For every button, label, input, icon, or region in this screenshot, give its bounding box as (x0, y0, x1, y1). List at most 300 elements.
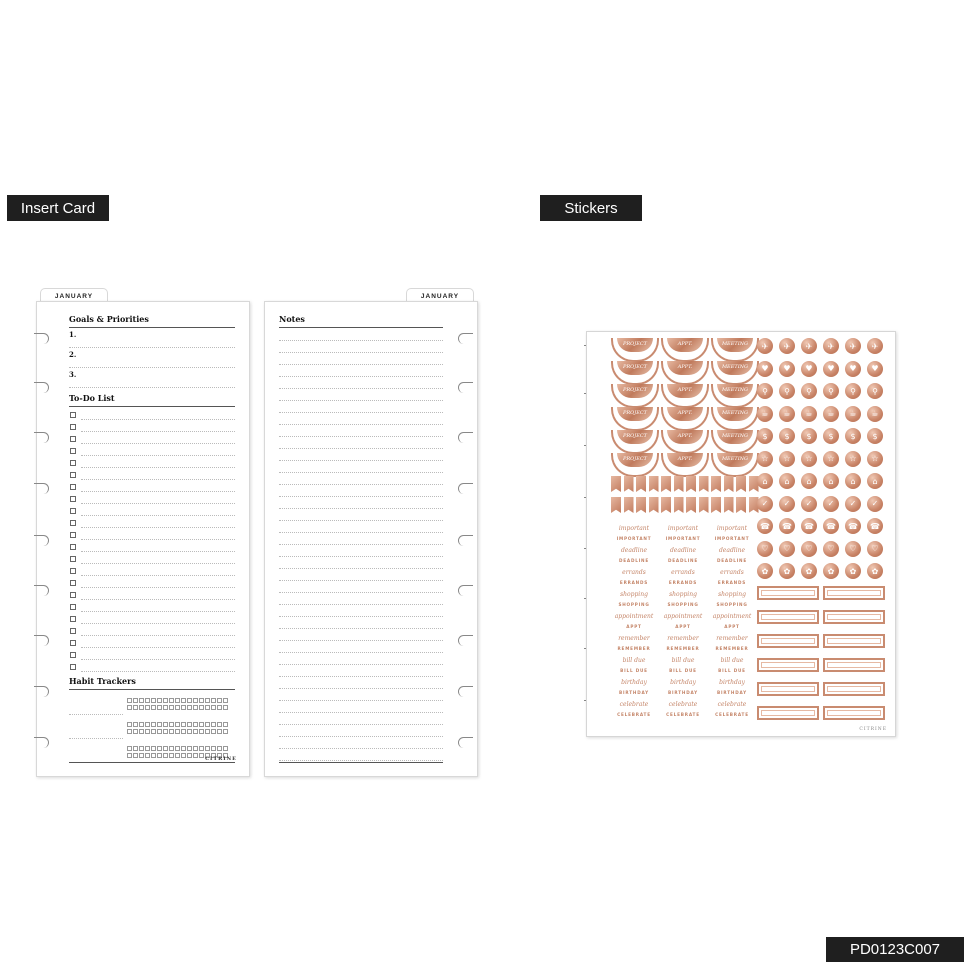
icon-sticker: ✓ (823, 496, 839, 512)
icon-sticker: ✈ (867, 338, 883, 354)
word-sticker-script: celebrate (619, 701, 649, 708)
notes-line (279, 616, 443, 617)
arc-sticker (711, 407, 759, 431)
disc-notch-right (458, 333, 473, 344)
habit-square (157, 698, 162, 703)
todo-checkbox (70, 640, 76, 646)
icon-sticker: $ (823, 428, 839, 444)
icon-sticker: ✓ (779, 496, 795, 512)
habit-square (193, 746, 198, 751)
habit-square (199, 722, 204, 727)
icon-sticker: ⚲ (867, 383, 883, 399)
flag-sticker (624, 476, 634, 492)
todo-line (81, 419, 235, 420)
word-sticker-caps: REMEMBER (666, 646, 700, 651)
notes-line (279, 340, 443, 341)
icon-sticker: ⚲ (823, 383, 839, 399)
disc-notch-left (34, 382, 49, 393)
disc-notch-left (34, 432, 49, 443)
todo-checkbox (70, 412, 76, 418)
word-sticker-caps: CELEBRATE (715, 712, 749, 717)
word-sticker-caps: IMPORTANT (665, 536, 701, 541)
word-sticker-script: important (667, 525, 699, 532)
icon-sticker: ☎ (757, 518, 773, 534)
notes-line (279, 568, 443, 569)
notes-line (279, 364, 443, 365)
label-box-sticker (823, 610, 885, 624)
todo-checkbox (70, 664, 76, 670)
arc-sticker-text: APPT. (677, 387, 693, 393)
habit-square (169, 753, 174, 758)
habit-square (223, 729, 228, 734)
word-sticker-script: deadline (718, 547, 746, 554)
divider (69, 327, 235, 328)
arc-sticker-text: PROJECT (622, 387, 648, 393)
habit-square (175, 722, 180, 727)
habit-square (187, 746, 192, 751)
icon-sticker: ☆ (823, 451, 839, 467)
disc-notch-left (34, 635, 49, 646)
icon-sticker: ♥ (845, 361, 861, 377)
flag-sticker (724, 497, 734, 513)
notes-heading: Notes (279, 314, 305, 324)
goals-heading: Goals & Priorities (69, 314, 149, 324)
word-sticker-script: remember (618, 635, 650, 642)
flag-sticker (736, 476, 746, 492)
word-sticker-caps: BILL DUE (718, 668, 746, 673)
flag-sticker (661, 476, 671, 492)
label-box-sticker (757, 658, 819, 672)
word-sticker-caps: BIRTHDAY (717, 690, 747, 695)
word-sticker-script: birthday (670, 679, 696, 686)
todo-line (81, 443, 235, 444)
habit-square (145, 698, 150, 703)
divider (69, 689, 235, 690)
notes-line (279, 760, 443, 761)
habit-square (145, 729, 150, 734)
notes-line (279, 748, 443, 749)
icon-sticker: ♡ (757, 541, 773, 557)
habit-square (181, 746, 186, 751)
notes-line (279, 580, 443, 581)
arc-sticker (661, 384, 709, 408)
habit-square (157, 705, 162, 710)
todo-checkbox (70, 616, 76, 622)
notes-line (279, 736, 443, 737)
icon-sticker: ✓ (845, 496, 861, 512)
habit-square (193, 698, 198, 703)
habit-square (199, 753, 204, 758)
arc-sticker (711, 430, 759, 454)
word-sticker-script: important (716, 525, 748, 532)
habit-square (169, 705, 174, 710)
icon-sticker: $ (801, 428, 817, 444)
icon-sticker: ⌂ (801, 473, 817, 489)
word-sticker-script: deadline (669, 547, 697, 554)
habit-square (223, 746, 228, 751)
icon-sticker: ☕ (867, 406, 883, 422)
todo-checkbox (70, 484, 76, 490)
divider (69, 406, 235, 407)
habit-square (145, 746, 150, 751)
icon-sticker: ✈ (757, 338, 773, 354)
notes-line (279, 388, 443, 389)
icon-sticker: ✿ (757, 563, 773, 579)
habit-heading: Habit Trackers (69, 676, 136, 686)
todo-checkbox (70, 472, 76, 478)
word-sticker-caps: BIRTHDAY (668, 690, 698, 695)
habit-square (139, 729, 144, 734)
notes-line (279, 376, 443, 377)
habit-square (181, 705, 186, 710)
label-box-sticker (757, 634, 819, 648)
icon-sticker: ⚲ (757, 383, 773, 399)
brand-mark: CITRINE (205, 756, 237, 762)
notes-line (279, 712, 443, 713)
arc-sticker (711, 453, 759, 477)
insert-card-back (264, 301, 478, 777)
sku-label: PD0123C007 (826, 937, 964, 962)
habit-square (139, 753, 144, 758)
icon-sticker: ☕ (823, 406, 839, 422)
habit-square (169, 722, 174, 727)
habit-square (193, 753, 198, 758)
arc-sticker-text: MEETING (721, 364, 749, 370)
habit-square (139, 746, 144, 751)
icon-sticker: ♥ (823, 361, 839, 377)
habit-square (175, 753, 180, 758)
habit-square (169, 746, 174, 751)
todo-line (81, 539, 235, 540)
todo-line (81, 503, 235, 504)
icon-sticker: ⌂ (779, 473, 795, 489)
habit-square (187, 698, 192, 703)
stickers-label: Stickers (540, 195, 642, 221)
notes-line (279, 700, 443, 701)
habit-square (163, 753, 168, 758)
todo-checkbox (70, 424, 76, 430)
habit-square (175, 705, 180, 710)
habit-square (199, 746, 204, 751)
icon-sticker: ✈ (823, 338, 839, 354)
word-sticker-script: important (618, 525, 650, 532)
arc-sticker (661, 453, 709, 477)
notes-line (279, 412, 443, 413)
notes-line (279, 448, 443, 449)
arc-sticker-text: APPT. (677, 456, 693, 462)
arc-sticker-text: PROJECT (622, 456, 648, 462)
todo-checkbox (70, 448, 76, 454)
habit-square (199, 698, 204, 703)
habit-grid (127, 722, 227, 727)
disc-notch-right (458, 382, 473, 393)
habit-square (157, 746, 162, 751)
habit-square (169, 729, 174, 734)
notes-line (279, 436, 443, 437)
notes-line (279, 484, 443, 485)
notes-line (279, 352, 443, 353)
habit-square (187, 722, 192, 727)
icon-sticker: ⌂ (867, 473, 883, 489)
icon-sticker: ☆ (867, 451, 883, 467)
icon-sticker: $ (757, 428, 773, 444)
todo-line (81, 455, 235, 456)
arc-sticker-text: PROJECT (622, 364, 648, 370)
habit-square (205, 722, 210, 727)
todo-line (81, 635, 235, 636)
todo-line (81, 587, 235, 588)
todo-checkbox (70, 544, 76, 550)
word-sticker-script: errands (671, 569, 695, 576)
notes-line (279, 628, 443, 629)
habit-square (133, 729, 138, 734)
icon-sticker: ✿ (801, 563, 817, 579)
habit-square (205, 705, 210, 710)
icon-sticker: ✿ (823, 563, 839, 579)
sticker-sheet (586, 331, 896, 737)
label-box-sticker (757, 682, 819, 696)
disc-notch-right (458, 585, 473, 596)
todo-checkbox (70, 592, 76, 598)
habit-square (217, 722, 222, 727)
word-sticker-caps: ERRANDS (668, 580, 698, 585)
habit-square (151, 705, 156, 710)
word-sticker-script: bill due (622, 657, 646, 664)
icon-sticker: ⌂ (757, 473, 773, 489)
habit-grid (127, 746, 227, 751)
icon-sticker: ✓ (757, 496, 773, 512)
habit-square (139, 722, 144, 727)
habit-square (181, 722, 186, 727)
todo-heading: To-Do List (69, 393, 115, 403)
habit-square (133, 698, 138, 703)
icon-sticker: $ (845, 428, 861, 444)
todo-line (81, 551, 235, 552)
todo-checkbox (70, 460, 76, 466)
todo-line (81, 527, 235, 528)
arc-sticker (611, 361, 659, 385)
label-box-sticker (757, 706, 819, 720)
notes-line (279, 688, 443, 689)
habit-square (181, 698, 186, 703)
word-sticker-caps: REMEMBER (715, 646, 749, 651)
todo-checkbox (70, 628, 76, 634)
habit-square (223, 698, 228, 703)
word-sticker-script: shopping (669, 591, 697, 598)
word-sticker-caps: IMPORTANT (616, 536, 652, 541)
arc-sticker-text: APPT. (677, 410, 693, 416)
todo-line (81, 575, 235, 576)
divider (279, 327, 443, 328)
todo-checkbox (70, 520, 76, 526)
arc-sticker-text: PROJECT (622, 341, 648, 347)
arc-sticker (661, 361, 709, 385)
todo-line (81, 647, 235, 648)
flag-sticker (699, 476, 709, 492)
arc-sticker (711, 338, 759, 362)
icon-sticker: ☎ (823, 518, 839, 534)
disc-notch-right (458, 483, 473, 494)
icon-sticker: $ (779, 428, 795, 444)
habit-grid (127, 729, 227, 734)
habit-square (181, 753, 186, 758)
habit-square (187, 729, 192, 734)
word-sticker-caps: APPT (675, 624, 691, 629)
icon-sticker: ☕ (779, 406, 795, 422)
todo-checkbox (70, 580, 76, 586)
habit-square (223, 705, 228, 710)
word-sticker-caps: APPT (626, 624, 642, 629)
icon-sticker: ☕ (845, 406, 861, 422)
habit-square (151, 753, 156, 758)
icon-sticker: ☎ (867, 518, 883, 534)
habit-square (205, 729, 210, 734)
arc-sticker-text: MEETING (721, 410, 749, 416)
icon-sticker: ✈ (845, 338, 861, 354)
icon-sticker: ☆ (801, 451, 817, 467)
icon-sticker: ♥ (801, 361, 817, 377)
todo-checkbox (70, 508, 76, 514)
label-box-sticker (823, 586, 885, 600)
flag-sticker (711, 476, 721, 492)
habit-square (187, 753, 192, 758)
habit-square (181, 729, 186, 734)
notes-line (279, 520, 443, 521)
habit-square (169, 698, 174, 703)
word-sticker-caps: APPT (724, 624, 740, 629)
notes-line (279, 472, 443, 473)
habit-square (217, 698, 222, 703)
word-sticker-script: birthday (621, 679, 647, 686)
notes-line (279, 532, 443, 533)
todo-line (81, 611, 235, 612)
word-sticker-script: appointment (712, 613, 752, 620)
flag-sticker (636, 476, 646, 492)
word-sticker-caps: DEADLINE (667, 558, 699, 563)
habit-line (69, 714, 123, 715)
word-sticker-script: remember (667, 635, 699, 642)
habit-square (193, 722, 198, 727)
icon-sticker: ☎ (801, 518, 817, 534)
habit-square (205, 746, 210, 751)
habit-square (151, 722, 156, 727)
icon-sticker: ♥ (757, 361, 773, 377)
goal-number: 1. (69, 330, 77, 339)
label-box-sticker (757, 610, 819, 624)
icon-sticker: ✿ (779, 563, 795, 579)
insert-card-label: Insert Card (7, 195, 109, 221)
icon-sticker: ♡ (845, 541, 861, 557)
habit-square (133, 746, 138, 751)
habit-square (175, 746, 180, 751)
habit-square (205, 698, 210, 703)
habit-square (217, 705, 222, 710)
todo-checkbox (70, 496, 76, 502)
habit-square (163, 705, 168, 710)
line (69, 367, 235, 368)
word-sticker-caps: BILL DUE (669, 668, 697, 673)
todo-checkbox (70, 556, 76, 562)
habit-square (163, 722, 168, 727)
habit-square (175, 729, 180, 734)
habit-square (145, 722, 150, 727)
line (69, 347, 235, 348)
habit-square (133, 705, 138, 710)
todo-line (81, 623, 235, 624)
word-sticker-caps: ERRANDS (717, 580, 747, 585)
habit-square (211, 729, 216, 734)
habit-square (211, 705, 216, 710)
habit-square (133, 753, 138, 758)
word-sticker-script: errands (720, 569, 744, 576)
notes-line (279, 664, 443, 665)
icon-sticker: ♥ (779, 361, 795, 377)
habit-square (199, 729, 204, 734)
habit-square (187, 705, 192, 710)
habit-square (211, 722, 216, 727)
arc-sticker (611, 338, 659, 362)
notes-line (279, 544, 443, 545)
word-sticker-script: shopping (620, 591, 648, 598)
icon-sticker: ☕ (757, 406, 773, 422)
icon-sticker: ☆ (757, 451, 773, 467)
arc-sticker-text: MEETING (721, 341, 749, 347)
word-sticker-script: remember (716, 635, 748, 642)
disc-notch-right (458, 737, 473, 748)
habit-square (127, 746, 132, 751)
disc-notch-left (34, 585, 49, 596)
habit-square (193, 729, 198, 734)
arc-sticker (611, 453, 659, 477)
word-sticker-script: deadline (620, 547, 648, 554)
label-box-sticker (823, 634, 885, 648)
word-sticker-caps: REMEMBER (617, 646, 651, 651)
habit-square (217, 746, 222, 751)
habit-square (157, 729, 162, 734)
icon-sticker: ✿ (845, 563, 861, 579)
disc-notch-left (34, 737, 49, 748)
word-sticker-script: celebrate (668, 701, 698, 708)
todo-line (81, 659, 235, 660)
arc-sticker-text: APPT. (677, 433, 693, 439)
label-box-sticker (823, 682, 885, 696)
icon-sticker: ♡ (801, 541, 817, 557)
habit-square (163, 746, 168, 751)
notes-line (279, 460, 443, 461)
arc-sticker (711, 361, 759, 385)
icon-sticker: ♡ (823, 541, 839, 557)
goal-number: 3. (69, 370, 77, 379)
month-tab-left: JANUARY (40, 288, 108, 303)
todo-line (81, 515, 235, 516)
icon-sticker: ⌂ (845, 473, 861, 489)
icon-sticker: ✓ (867, 496, 883, 512)
icon-sticker: ☆ (845, 451, 861, 467)
disc-notch-left (34, 333, 49, 344)
word-sticker-caps: IMPORTANT (714, 536, 750, 541)
label-box-sticker (823, 706, 885, 720)
word-sticker-script: birthday (719, 679, 745, 686)
habit-square (193, 705, 198, 710)
word-sticker-caps: BIRTHDAY (619, 690, 649, 695)
habit-square (199, 705, 204, 710)
icon-sticker: ☆ (779, 451, 795, 467)
habit-square (139, 698, 144, 703)
notes-line (279, 556, 443, 557)
arc-sticker-text: MEETING (721, 433, 749, 439)
todo-line (81, 479, 235, 480)
divider (279, 762, 443, 763)
